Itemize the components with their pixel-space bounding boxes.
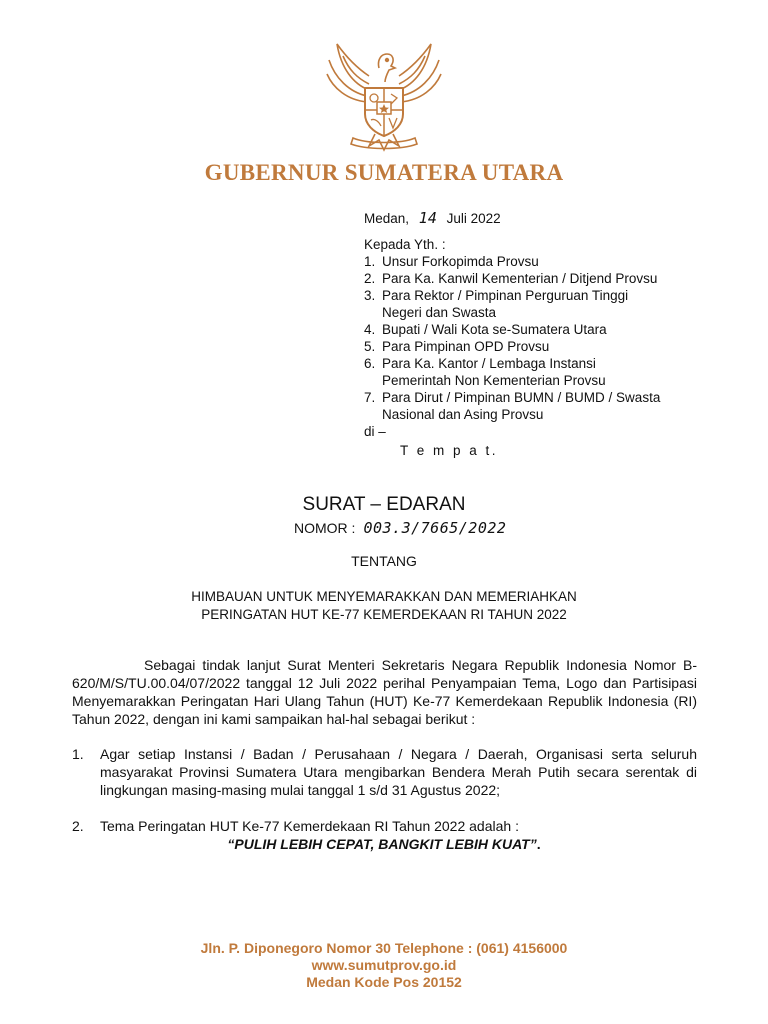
tentang-label: TENTANG xyxy=(351,553,417,569)
recipient-number xyxy=(364,372,378,389)
recipient-number: 3. xyxy=(364,288,376,303)
subject-line: HIMBAUAN UNTUK MENYEMARAKKAN DAN MEMERIAHKAN xyxy=(191,589,577,604)
recipient-number xyxy=(364,304,378,321)
recipient-list xyxy=(364,253,744,423)
recipient-text: Negeri dan Swasta xyxy=(382,305,497,320)
recipient-text: Para Rektor / Pimpinan Perguruan Tinggi xyxy=(382,288,629,303)
address-block xyxy=(364,210,744,459)
recipient-text: Para Ka. Kanwil Kementerian / Ditjend Provsu xyxy=(382,271,658,286)
tempat-label: T e m p a t. xyxy=(400,443,499,458)
footer-postcode: Medan Kode Pos 20152 xyxy=(306,974,462,990)
recipient-number xyxy=(364,406,378,423)
recipient-text: Para Pimpinan OPD Provsu xyxy=(382,339,550,354)
footer-address: Jln. P. Diponegoro Nomor 30 Telephone : (061) 4156000 xyxy=(200,940,568,956)
motto-line xyxy=(0,836,768,852)
recipient-item xyxy=(364,287,744,304)
to-label: Kepada Yth. : xyxy=(364,237,446,252)
date-month-year: Juli 2022 xyxy=(446,211,501,226)
nomor-value-handwritten: 003.3/7665/2022 xyxy=(363,519,507,537)
recipient-number: 4. xyxy=(364,322,376,337)
date-day-handwritten: 14 xyxy=(418,209,437,227)
recipient-item xyxy=(364,355,744,372)
recipient-item xyxy=(364,321,744,338)
di-label: di – xyxy=(364,424,386,439)
recipient-number: 6. xyxy=(364,356,376,371)
recipient-item xyxy=(364,304,744,321)
point-item xyxy=(72,817,697,835)
point-number: 2. xyxy=(72,818,84,834)
intro-paragraph: Sebagai tindak lanjut Surat Menteri Sekretaris Negara Republik Indonesia Nomor B-620/M/S/TU.00.04/07/2022 tanggal 12 Juli 2022 perihal Penyampaian Tema, Logo dan Partisipasi Menyemarakkan Peringatan Hari Ulang Tahun (HUT) Ke-77 Kemerdekaan Republik Indonesia (RI) Tahun 2022, dengan ini kami sampaikan hal-hal sebagai berikut : xyxy=(72,657,697,727)
point-text: Agar setiap Instansi / Badan / Perusahaan / Negara / Daerah, Organisasi serta seluruh masyarakat Provinsi Sumatera Utara mengibarkan Bendera Merah Putih secara serentak di lingkungan masing-masing mulai tanggal 1 s/d 31 Agustus 2022; xyxy=(100,746,697,798)
recipient-item xyxy=(364,406,744,423)
recipient-number: 2. xyxy=(364,271,376,286)
recipient-number: 7. xyxy=(364,390,376,405)
nomor-label: NOMOR : xyxy=(294,520,356,536)
recipient-item xyxy=(364,372,744,389)
recipient-number: 1. xyxy=(364,254,376,269)
letterhead-title: GUBERNUR SUMATERA UTARA xyxy=(204,160,564,185)
point-text: Tema Peringatan HUT Ke-77 Kemerdekaan RI Tahun 2022 adalah : xyxy=(100,818,519,834)
motto-text: “PULIH LEBIH CEPAT, BANGKIT LEBIH KUAT” xyxy=(227,836,537,852)
date-place: Medan, xyxy=(364,211,410,226)
letter-body xyxy=(72,656,697,835)
subject xyxy=(0,588,768,624)
letter-title: SURAT – EDARAN xyxy=(302,494,466,515)
recipient-number: 5. xyxy=(364,339,376,354)
garuda-emblem-icon xyxy=(323,38,445,158)
recipient-item xyxy=(364,389,744,406)
recipient-text: Bupati / Wali Kota se-Sumatera Utara xyxy=(382,322,607,337)
recipient-text: Pemerintah Non Kementerian Provsu xyxy=(382,373,606,388)
point-number: 1. xyxy=(72,746,84,762)
recipient-item xyxy=(364,270,744,287)
footer-website: www.sumutprov.go.id xyxy=(311,957,457,973)
recipient-item xyxy=(364,338,744,355)
nomor-line xyxy=(294,519,506,537)
recipient-text: Para Ka. Kantor / Lembaga Instansi xyxy=(382,356,596,371)
motto-end: . xyxy=(536,836,541,852)
recipient-text: Unsur Forkopimda Provsu xyxy=(382,254,539,269)
recipient-text: Nasional dan Asing Provsu xyxy=(382,407,544,422)
point-list xyxy=(72,745,697,835)
letterhead-footer xyxy=(0,940,768,991)
recipient-text: Para Dirut / Pimpinan BUMN / BUMD / Swasta xyxy=(382,390,661,405)
recipient-item xyxy=(364,253,744,270)
date-line xyxy=(364,210,744,227)
subject-line: PERINGATAN HUT KE-77 KEMERDEKAAN RI TAHUN 2022 xyxy=(201,607,567,622)
point-item xyxy=(72,745,697,799)
